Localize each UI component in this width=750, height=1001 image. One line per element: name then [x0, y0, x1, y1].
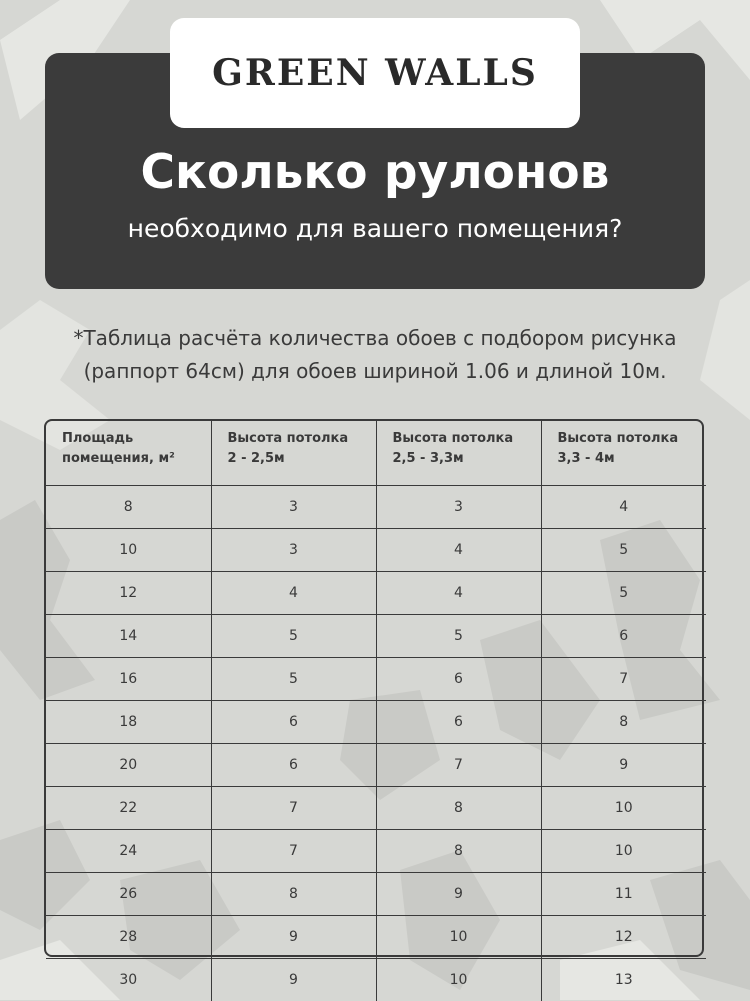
area-cell: 26 [46, 873, 211, 916]
area-cell: 12 [46, 572, 211, 615]
rolls-cell: 5 [541, 572, 706, 615]
table-note-line-1: *Таблица расчёта количества обоев с подбором рисунка [0, 322, 750, 355]
header-height-2-line-1: Высота потолка [393, 429, 541, 449]
rolls-cell: 6 [541, 615, 706, 658]
rolls-cell: 5 [211, 615, 376, 658]
area-cell: 22 [46, 787, 211, 830]
area-cell: 20 [46, 744, 211, 787]
rolls-cell: 9 [211, 959, 376, 1001]
header-area-line-2: помещения, м² [62, 449, 211, 469]
rolls-cell: 8 [541, 701, 706, 744]
table-row [46, 486, 706, 529]
area-cell: 14 [46, 615, 211, 658]
header-height-3-line-2: 3,3 - 4м [558, 449, 707, 469]
table-note [0, 322, 750, 388]
rolls-cell: 8 [211, 873, 376, 916]
rolls-cell: 9 [376, 873, 541, 916]
page-subtitle: необходимо для вашего помещения? [0, 214, 750, 243]
rolls-cell: 13 [541, 959, 706, 1001]
header-height-3-line-1: Высота потолка [558, 429, 707, 449]
area-cell: 30 [46, 959, 211, 1001]
rolls-cell: 8 [376, 787, 541, 830]
rolls-table [44, 419, 704, 957]
table-row [46, 744, 706, 787]
header-area-line-1: Площадь [62, 429, 211, 449]
brand-logo [170, 18, 580, 128]
rolls-cell: 5 [211, 658, 376, 701]
header-area [46, 421, 211, 486]
rolls-cell: 5 [541, 529, 706, 572]
header-height-1-line-1: Высота потолка [228, 429, 376, 449]
rolls-cell: 6 [211, 701, 376, 744]
table-body [46, 486, 706, 1001]
rolls-cell: 6 [376, 701, 541, 744]
rolls-cell: 10 [541, 787, 706, 830]
table-row [46, 873, 706, 916]
brand-logo-text: GREEN WALLS [212, 52, 538, 94]
rolls-cell: 10 [376, 959, 541, 1001]
rolls-cell: 9 [211, 916, 376, 959]
area-cell: 28 [46, 916, 211, 959]
rolls-cell: 6 [376, 658, 541, 701]
rolls-cell: 3 [211, 529, 376, 572]
table-row [46, 658, 706, 701]
header-height-2-line-2: 2,5 - 3,3м [393, 449, 541, 469]
table-row [46, 959, 706, 1001]
table-note-line-2: (раппорт 64см) для обоев шириной 1.06 и длиной 10м. [0, 355, 750, 388]
table-header-row [46, 421, 706, 486]
rolls-cell: 6 [211, 744, 376, 787]
table-row [46, 787, 706, 830]
header-height-1-line-2: 2 - 2,5м [228, 449, 376, 469]
table-row [46, 529, 706, 572]
rolls-cell: 7 [376, 744, 541, 787]
rolls-cell: 7 [211, 787, 376, 830]
rolls-cell: 4 [541, 486, 706, 529]
table-row [46, 701, 706, 744]
rolls-cell: 8 [376, 830, 541, 873]
rolls-cell: 4 [376, 529, 541, 572]
rolls-cell: 3 [211, 486, 376, 529]
area-cell: 8 [46, 486, 211, 529]
rolls-cell: 10 [376, 916, 541, 959]
rolls-cell: 4 [211, 572, 376, 615]
page-title: Сколько рулонов [0, 145, 750, 200]
rolls-cell: 7 [541, 658, 706, 701]
rolls-cell: 5 [376, 615, 541, 658]
rolls-cell: 10 [541, 830, 706, 873]
rolls-cell: 4 [376, 572, 541, 615]
header-height-1 [211, 421, 376, 486]
area-cell: 18 [46, 701, 211, 744]
table-row [46, 830, 706, 873]
rolls-cell: 9 [541, 744, 706, 787]
rolls-cell: 12 [541, 916, 706, 959]
table-row [46, 572, 706, 615]
area-cell: 10 [46, 529, 211, 572]
header-height-3 [541, 421, 706, 486]
rolls-cell: 11 [541, 873, 706, 916]
area-cell: 16 [46, 658, 211, 701]
area-cell: 24 [46, 830, 211, 873]
header-height-2 [376, 421, 541, 486]
table-row [46, 615, 706, 658]
rolls-cell: 7 [211, 830, 376, 873]
table-row [46, 916, 706, 959]
rolls-cell: 3 [376, 486, 541, 529]
